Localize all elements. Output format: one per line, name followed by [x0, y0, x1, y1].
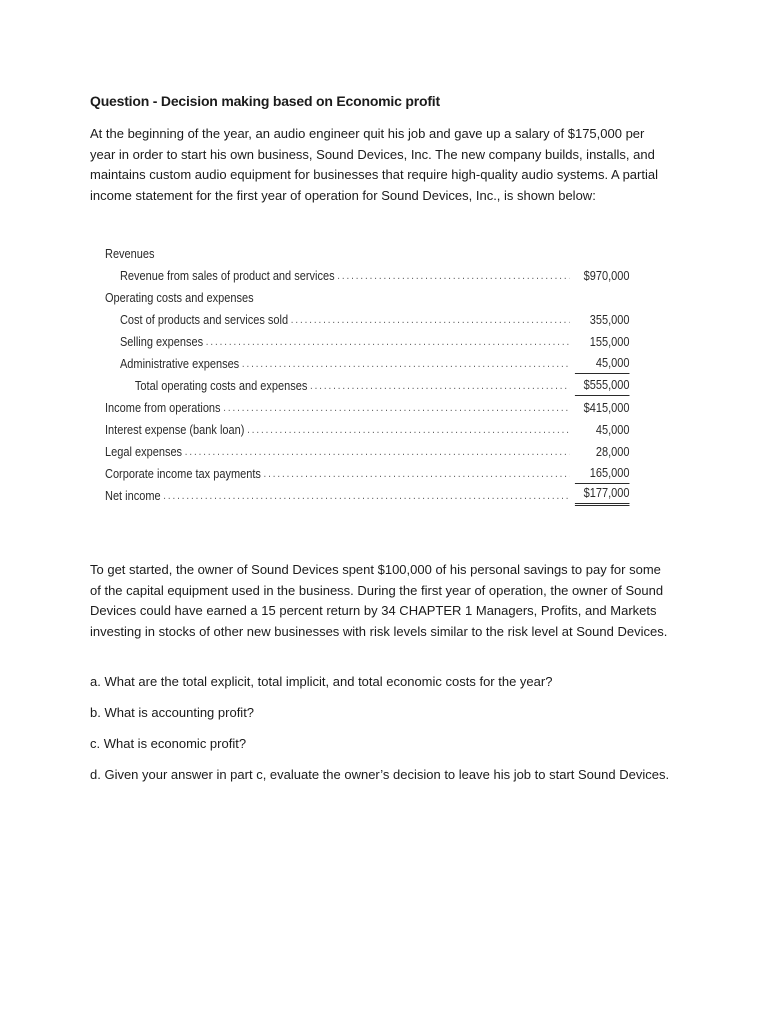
- selling-row: [120, 332, 630, 352]
- legal-value: 28,000: [595, 445, 630, 459]
- leader-dots: [310, 376, 570, 396]
- selling-value: 155,000: [589, 335, 630, 349]
- interest-value: 45,000: [595, 423, 630, 437]
- leader-dots: [206, 332, 570, 352]
- operating-heading: Operating costs and expenses: [105, 291, 254, 305]
- legal-row: [105, 442, 629, 462]
- tax-row: [105, 464, 629, 484]
- revenues-heading: Revenues: [105, 247, 155, 261]
- leader-dots: [163, 486, 569, 506]
- leader-dots: [291, 310, 570, 330]
- operating-heading-row: [105, 288, 629, 308]
- admin-row: [120, 354, 630, 374]
- leader-dots: [247, 420, 570, 440]
- intro-paragraph: At the beginning of the year, an audio engineer quit his job and gave up a salary of $175,000 per year in order to start his own business, Sound Devices, Inc. The new company builds, installs, and maintains custom audio equipment for businesses that require high-quality audio systems. A partial income statement for the first year of operation for Sound Devices, Inc., is shown below:: [90, 126, 658, 203]
- tax-label: Corporate income tax payments: [105, 467, 261, 481]
- leader-dots: [185, 442, 570, 462]
- revenue-sales-row: [120, 266, 630, 286]
- question-b: b. What is accounting profit?: [90, 705, 255, 720]
- total-operating-row: [135, 376, 630, 396]
- leader-dots: [337, 266, 569, 286]
- interest-label: Interest expense (bank loan): [105, 423, 245, 437]
- net-income-value: $177,000: [575, 483, 630, 506]
- question-a: a. What are the total explicit, total implicit, and total economic costs for the year?: [90, 674, 553, 689]
- net-income-row: [105, 486, 629, 506]
- revenue-sales-label: Revenue from sales of product and services: [119, 269, 335, 283]
- leader-dots: [223, 398, 569, 418]
- context-paragraph: To get started, the owner of Sound Devices spent $100,000 of his personal savings to pay for some of the capital equipment used in the business. During the first year of operation, the owner of Sound Devices could have earned a 15 percent return by 34 CHAPTER 1 Managers, Profits, and Markets investing in stocks of other new businesses with risk levels similar to the risk level at Sound Devices.: [90, 562, 668, 639]
- page-title: Question - Decision making based on Economic profit: [90, 93, 440, 109]
- admin-value: 45,000: [575, 353, 630, 374]
- total-operating-value: $555,000: [575, 375, 630, 396]
- selling-label: Selling expenses: [119, 335, 204, 349]
- revenues-heading-row: [105, 244, 629, 264]
- income-ops-value: $415,000: [583, 401, 630, 415]
- tax-value: 165,000: [575, 463, 630, 484]
- income-ops-label: Income from operations: [105, 401, 221, 415]
- total-operating-label: Total operating costs and expenses: [134, 379, 308, 393]
- legal-label: Legal expenses: [105, 445, 183, 459]
- net-income-label: Net income: [105, 489, 161, 503]
- income-ops-row: [105, 398, 629, 418]
- interest-row: [105, 420, 629, 440]
- leader-dots: [264, 464, 570, 484]
- admin-label: Administrative expenses: [119, 357, 240, 371]
- revenue-sales-value: $970,000: [583, 269, 630, 283]
- question-c: c. What is economic profit?: [90, 736, 247, 751]
- cost-products-value: 355,000: [589, 313, 630, 327]
- cost-products-row: [120, 310, 630, 330]
- leader-dots: [242, 354, 570, 374]
- cost-products-label: Cost of products and services sold: [119, 313, 289, 327]
- question-d: d. Given your answer in part c, evaluate the owner’s decision to leave his job to start Sound Devices.: [90, 767, 670, 782]
